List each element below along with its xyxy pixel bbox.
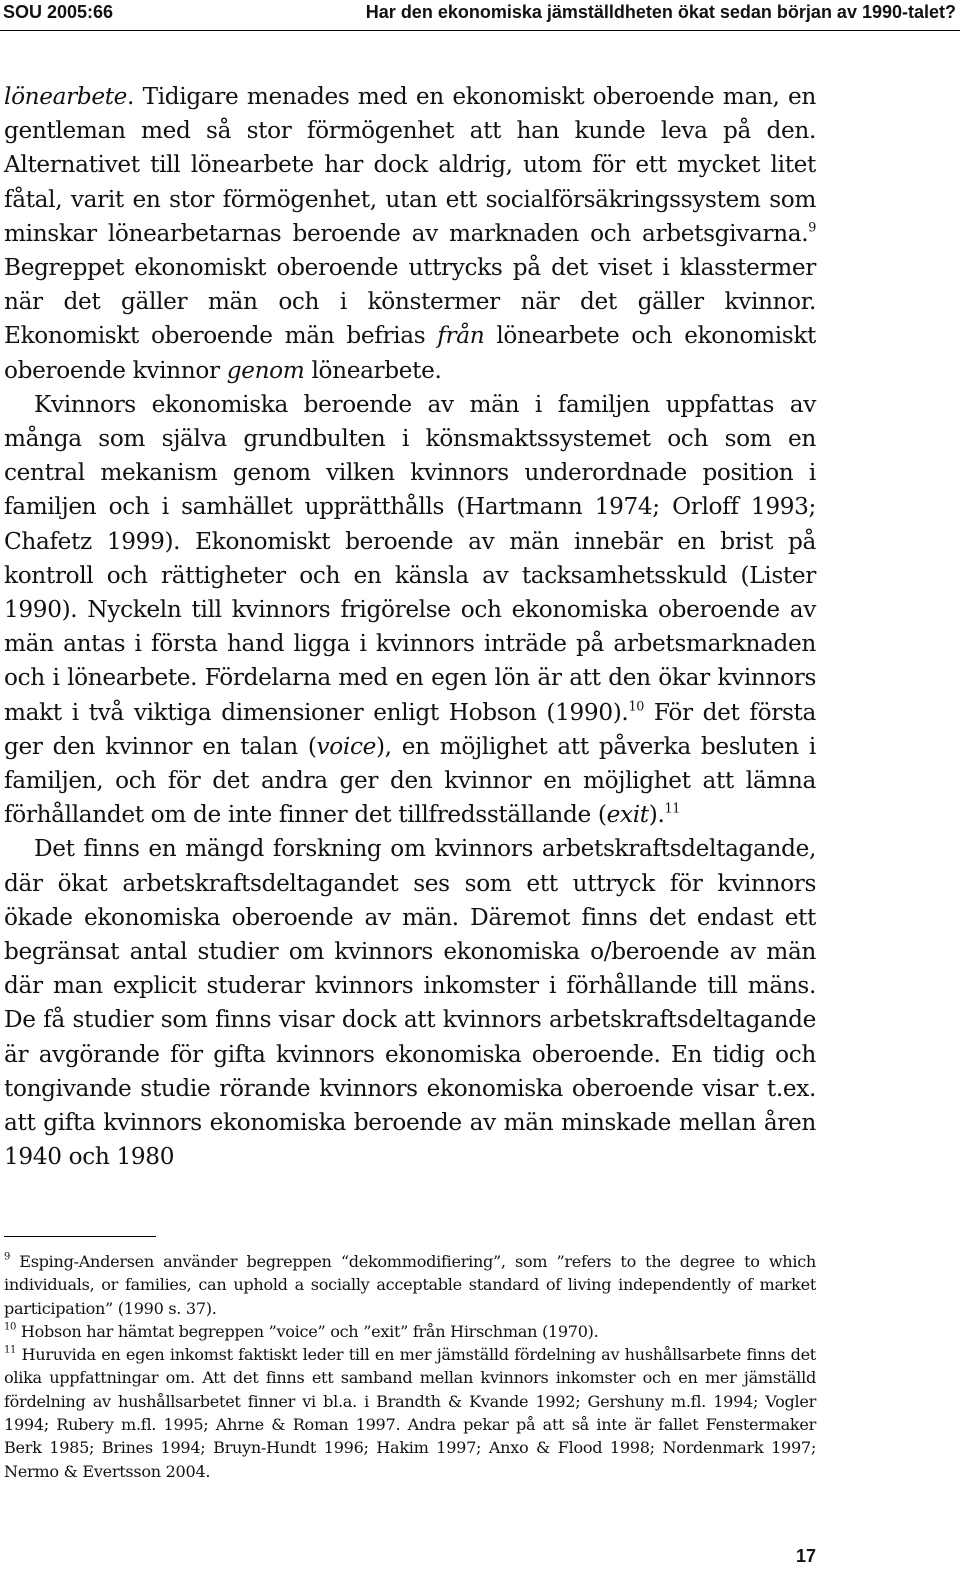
emphasis-voice: voice (316, 732, 376, 760)
footnote-ref-9[interactable]: 9 (808, 220, 816, 236)
text-run: Begreppet ekonomiskt oberoende uttrycks på det viset i klasstermer när det gäller män och i könstermer när det gäller kvinnor. Ekonomiskt oberoende män befrias (4, 254, 816, 350)
footnote-10 (4, 1320, 816, 1343)
footnote-ref-11[interactable]: 11 (664, 801, 680, 817)
paragraph-1 (4, 80, 816, 388)
text-run: ). (648, 801, 665, 829)
text-run: ), en möjlighet att påverka besluten i familjen, och för det andra ger den kvinnor en möjlighet att lämna förhållandet om de inte finner det tillfredsställande ( (4, 732, 816, 829)
footnote-11 (4, 1343, 816, 1483)
footnote-9 (4, 1250, 816, 1320)
footnote-number: 11 (4, 1344, 17, 1356)
footnote-text: Huruvida en egen inkomst faktiskt leder till en mer jämställd fördelning av hushållsarbete finns det olika uppfattningar om. Att det finns ett samband mellan kvinnors inkomster och en mer jämställd fördelning av hushållsarbetet finner vi bl.a. i Brandth & Kvande 1992; Gershuny m.fl. 1994; Vogler 1994; Rubery m.fl. 1995; Ahrne & Roman 1997. Andra pekar på att så inte är fallet Fenstermaker Berk 1985; Brines 1994; Bruyn-Hundt 1996; Hakim 1997; Anxo & Flood 1998; Nordenmark 1997; Nermo & Evertsson 2004. (4, 1345, 816, 1481)
text-run: För det första ger den kvinnor en talan ( (4, 698, 816, 760)
paragraph-2 (4, 388, 816, 833)
emphasis-genom: genom (226, 356, 305, 384)
footnote-ref-10[interactable]: 10 (628, 699, 644, 715)
text-run: lönearbete. (304, 356, 442, 384)
text-run: lönearbete och ekonomiskt oberoende kvinnor (4, 322, 816, 384)
footnotes (4, 1250, 816, 1483)
footnote-number: 10 (4, 1321, 17, 1333)
running-header (0, 0, 960, 31)
text-run: . Tidigare menades med en ekonomiskt oberoende man, en gentleman med så stor förmögenhet att han kunde leva på den. Alternativet till lönearbete har dock aldrig, utom för ett mycket litet fåtal, varit en stor förmögenhet, utan ett socialförsäkringssystem som minskar lönearbetarnas beroende av marknaden och arbetsgivarna. (4, 83, 816, 247)
body-text (4, 80, 816, 1175)
paragraph-3: Det finns en mängd forskning om kvinnors arbetskraftsdeltagande, där ökat arbetskraftsdeltagandet ses som ett uttryck för kvinnors ökade ekonomiska oberoende av män. Däremot finns det endast ett begränsat antal studier om kvinnors ekonomiska o/beroende av män där man explicit studerar kvinnors inkomster i förhållande till mäns. De få studier som finns visar dock att kvinnors arbetskraftsdeltagande är avgörande för gifta kvinnors ekonomiska oberoende. En tidig och tongivande studie rörande kvinnors ekonomiska oberoende visar t.ex. att gifta kvinnors ekonomiska beroende av män minskade mellan åren 1940 och 1980 (4, 835, 816, 1171)
page-number: 17 (795, 1546, 816, 1566)
emphasis-exit: exit (606, 801, 649, 829)
footnote-divider (4, 1236, 156, 1237)
text-run: Kvinnors ekonomiska beroende av män i familjen uppfattas av många som själva grundbulten i könsmaktssystemet och som en central mekanism genom vilken kvinnors underordnade position i familjen och i samhället upprätthålls (Hartmann 1974; Orloff 1993; Chafetz 1999). Ekonomiskt beroende av män innebär en brist på kontroll och rättigheter och en känsla av tacksamhetsskuld (Lister 1990). Nyckeln till kvinnors frigörelse och ekonomiska oberoende av män antas i första hand ligga i kvinnors inträde på arbetsmarknaden och i lönearbete. Fördelarna med en egen lön är att den ökar kvinnors makt i två viktiga dimensioner enligt Hobson (1990). (4, 390, 816, 726)
document-id: SOU 2005:66 (3, 2, 114, 22)
emphasis-lonearbete: lönearbete (4, 83, 128, 110)
footnote-number: 9 (4, 1251, 11, 1263)
chapter-title: Har den ekonomiska jämställdheten ökat sedan början av 1990-talet? (365, 2, 956, 22)
footnote-text: Esping-Andersen använder begreppen “dekommodifiering”, som ”refers to the degree to which individuals, or families, can uphold a socially acceptable standard of living independently of market participation” (1990 s. 37). (4, 1252, 816, 1318)
footnote-text: Hobson har hämtat begreppen ”voice” och ”exit” från Hirschman (1970). (20, 1321, 599, 1341)
emphasis-fran: från (437, 322, 485, 350)
